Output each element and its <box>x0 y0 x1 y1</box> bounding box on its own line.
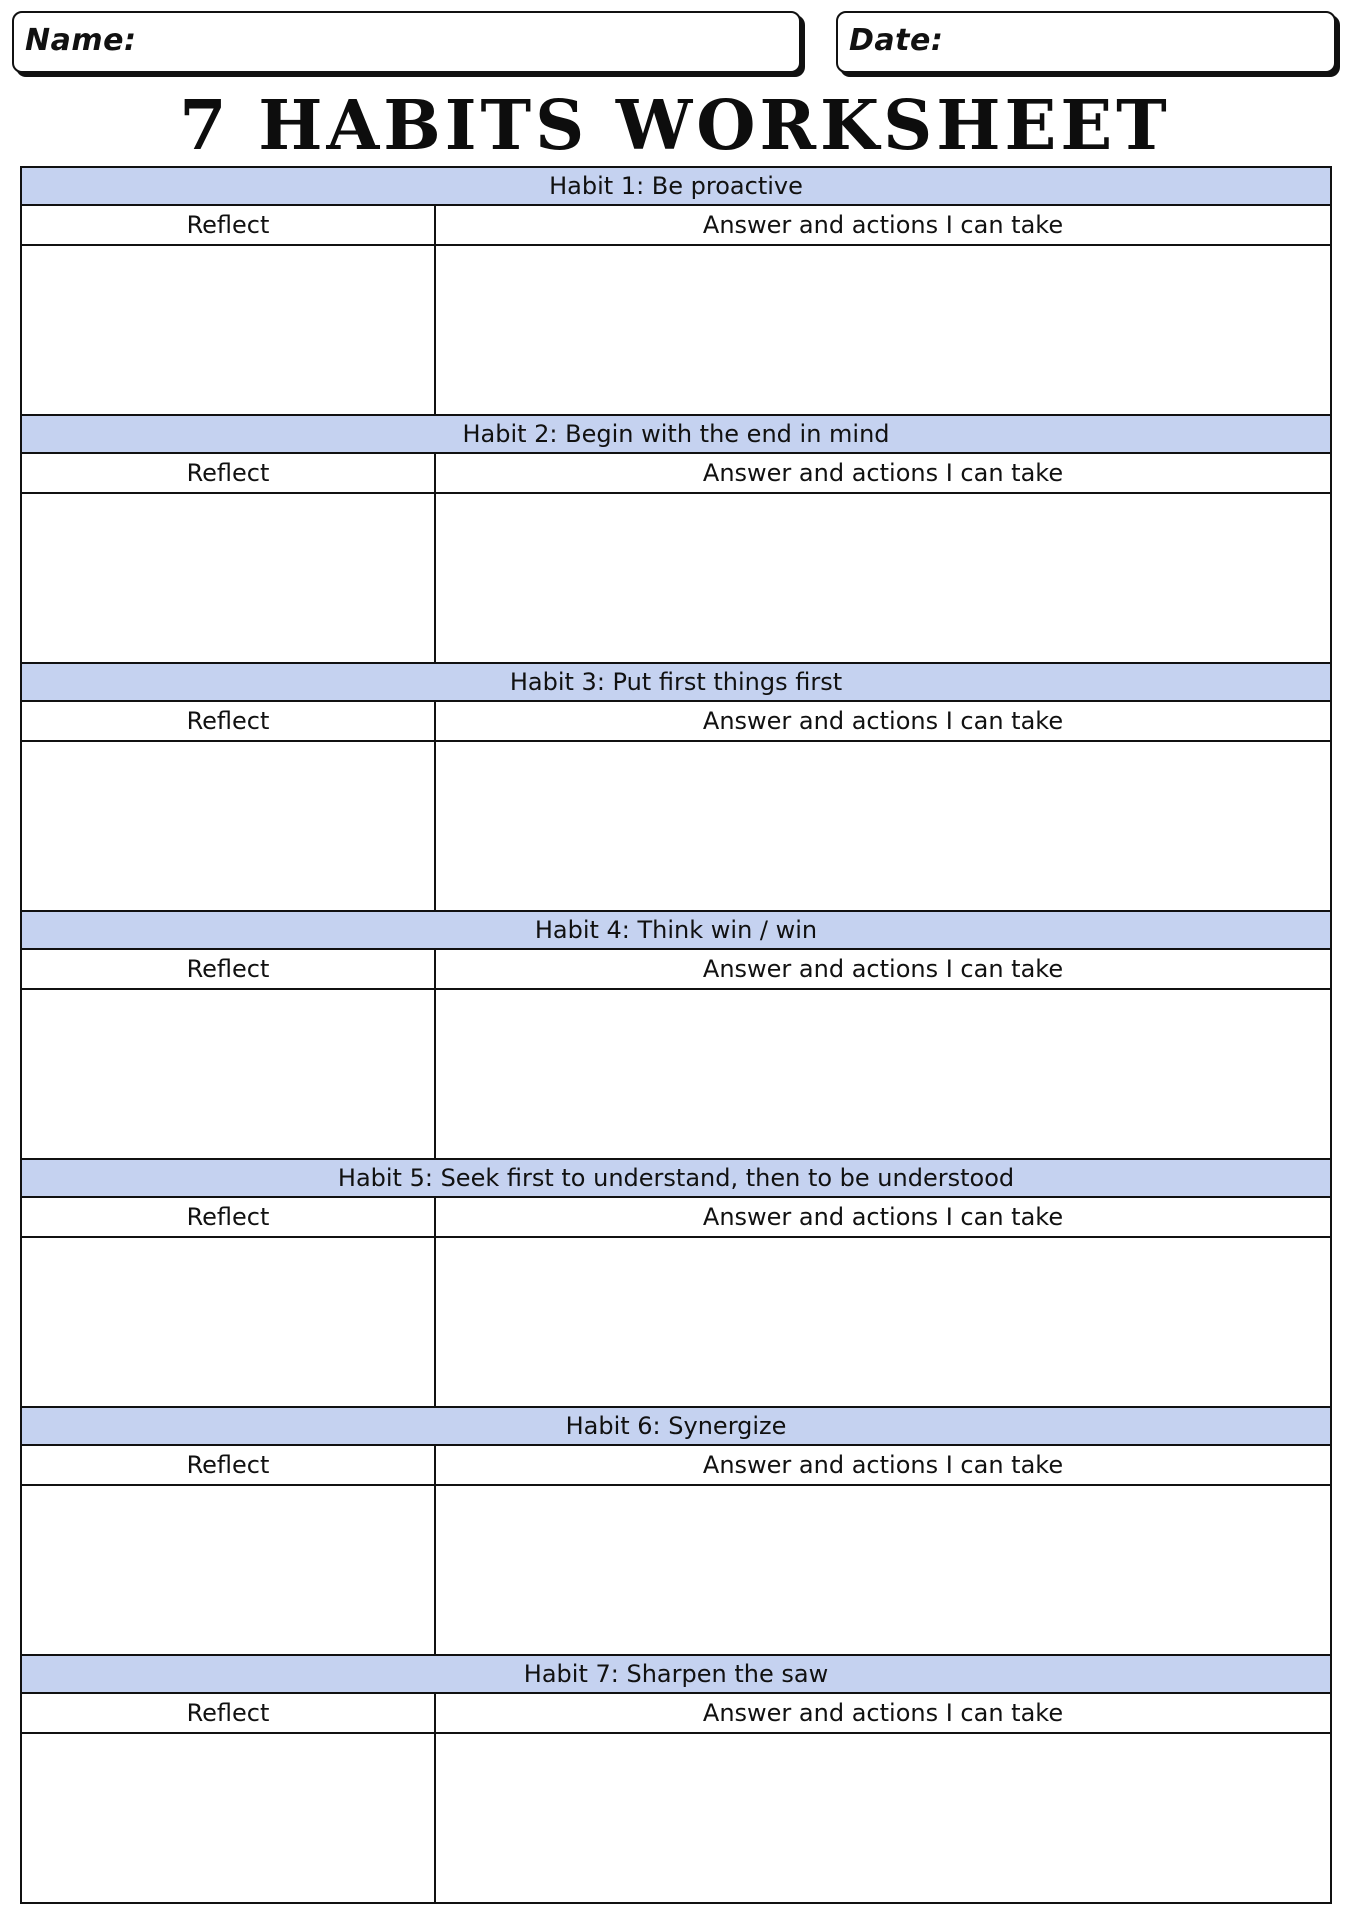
column-header-row <box>22 950 1332 990</box>
answer-column-header: Answer and actions I can take <box>436 702 1332 742</box>
habit-1-reflect-cell[interactable] <box>22 246 436 416</box>
answer-column-header: Answer and actions I can take <box>436 950 1332 990</box>
habit-7-header: Habit 7: Sharpen the saw <box>22 1656 1332 1694</box>
habit-3-reflect-cell[interactable] <box>22 742 436 912</box>
habit-4-writing-row <box>22 990 1332 1160</box>
habit-3-header: Habit 3: Put first things first <box>22 664 1332 702</box>
habit-6-answer-cell[interactable] <box>436 1486 1332 1656</box>
habit-2-writing-row <box>22 494 1332 664</box>
column-header-row <box>22 702 1332 742</box>
habit-1-header: Habit 1: Be proactive <box>22 168 1332 206</box>
habit-2-section <box>22 416 1332 664</box>
habit-2-answer-cell[interactable] <box>436 494 1332 664</box>
reflect-column-header: Reflect <box>22 950 436 990</box>
habit-5-section <box>22 1160 1332 1408</box>
worksheet-table <box>20 166 1332 1904</box>
habit-4-header: Habit 4: Think win / win <box>22 912 1332 950</box>
reflect-column-header: Reflect <box>22 454 436 494</box>
column-header-row <box>22 206 1332 246</box>
habit-7-reflect-cell[interactable] <box>22 1734 436 1904</box>
column-header-row <box>22 454 1332 494</box>
habit-6-writing-row <box>22 1486 1332 1656</box>
reflect-column-header: Reflect <box>22 1446 436 1486</box>
habit-1-writing-row <box>22 246 1332 416</box>
answer-column-header: Answer and actions I can take <box>436 206 1332 246</box>
habit-4-answer-cell[interactable] <box>436 990 1332 1160</box>
reflect-column-header: Reflect <box>22 1694 436 1734</box>
column-header-row <box>22 1694 1332 1734</box>
habit-3-section <box>22 664 1332 912</box>
habit-5-answer-cell[interactable] <box>436 1238 1332 1408</box>
habit-6-reflect-cell[interactable] <box>22 1486 436 1656</box>
page-title: 7 HABITS WORKSHEET <box>179 86 1171 166</box>
habit-7-writing-row <box>22 1734 1332 1904</box>
answer-column-header: Answer and actions I can take <box>436 1694 1332 1734</box>
habit-3-writing-row <box>22 742 1332 912</box>
habit-1-answer-cell[interactable] <box>436 246 1332 416</box>
date-label: Date: <box>849 23 944 58</box>
habit-2-header: Habit 2: Begin with the end in mind <box>22 416 1332 454</box>
habit-4-section <box>22 912 1332 1160</box>
date-field[interactable] <box>836 11 1336 73</box>
reflect-column-header: Reflect <box>22 206 436 246</box>
habit-1-section <box>22 168 1332 416</box>
habit-7-answer-cell[interactable] <box>436 1734 1332 1904</box>
answer-column-header: Answer and actions I can take <box>436 1198 1332 1238</box>
name-label: Name: <box>25 23 137 58</box>
habit-5-writing-row <box>22 1238 1332 1408</box>
habit-5-reflect-cell[interactable] <box>22 1238 436 1408</box>
habit-2-reflect-cell[interactable] <box>22 494 436 664</box>
name-field[interactable] <box>12 11 801 73</box>
habit-3-answer-cell[interactable] <box>436 742 1332 912</box>
habit-6-section <box>22 1408 1332 1656</box>
answer-column-header: Answer and actions I can take <box>436 1446 1332 1486</box>
answer-column-header: Answer and actions I can take <box>436 454 1332 494</box>
reflect-column-header: Reflect <box>22 1198 436 1238</box>
column-header-row <box>22 1198 1332 1238</box>
habit-4-reflect-cell[interactable] <box>22 990 436 1160</box>
habit-6-header: Habit 6: Synergize <box>22 1408 1332 1446</box>
habit-7-section <box>22 1656 1332 1904</box>
column-header-row <box>22 1446 1332 1486</box>
reflect-column-header: Reflect <box>22 702 436 742</box>
habit-5-header: Habit 5: Seek first to understand, then to be understood <box>22 1160 1332 1198</box>
